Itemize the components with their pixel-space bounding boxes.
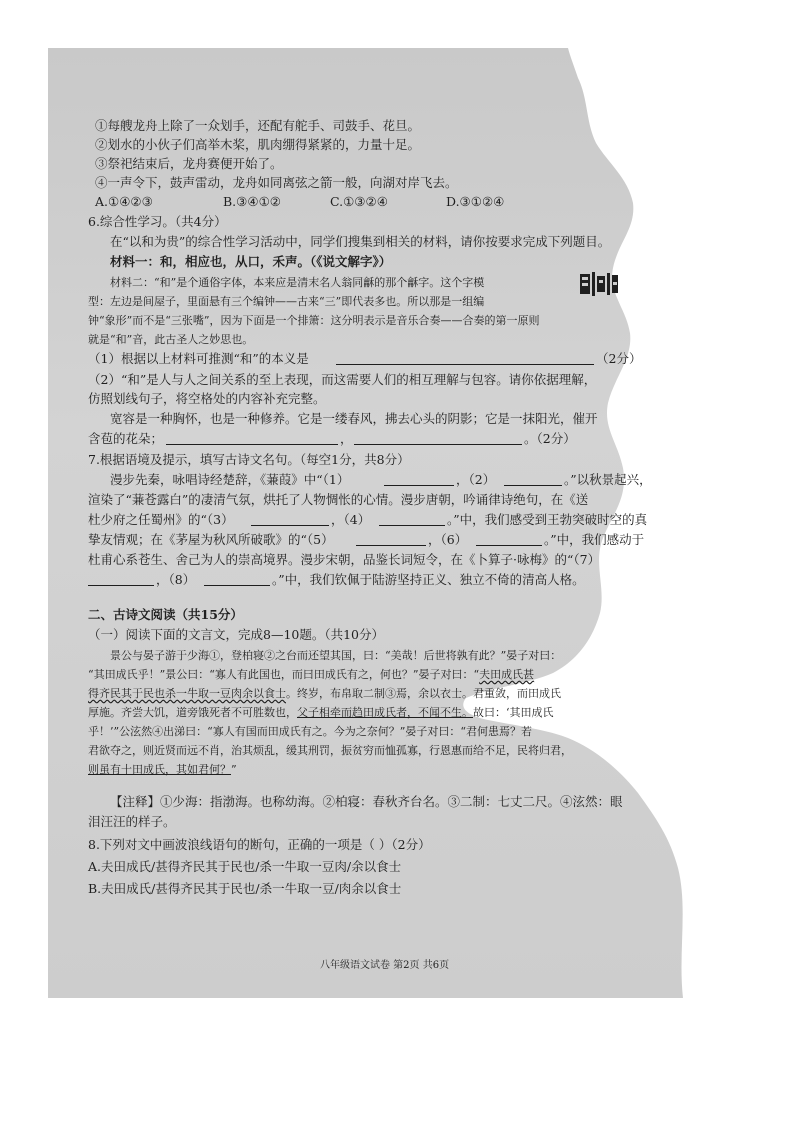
q7-line-1a: 漫步先秦，咏唱诗经楚辞，《蒹葭》中“（1）	[110, 472, 350, 487]
notes-line-2: 泪汪汪的样子。	[88, 814, 176, 829]
q6-material-2-line-4: 就是“和”音，此古圣人之妙思也。	[88, 333, 254, 346]
section-2-title: 二、古诗文阅读（共15分）	[88, 607, 243, 622]
q6-sub2-line-1: （2）“和”是人与人之间关系的至上表现，而这需要人们的相互理解与包容。请你依据理解，	[88, 372, 597, 387]
section-2-subtitle: （一）阅读下面的文言文，完成8—10题。（共10分）	[88, 627, 385, 642]
q5-sentence-1: ①每艘龙舟上除了一众划手，还配有舵手、司鼓手、花旦。	[95, 118, 421, 133]
passage-line-6: 君欲夺之，则近贤而远不肖，治其烦乱，缓其刑罚，振贫穷而恤孤寡，行恩惠而给不足，民将归君，	[88, 744, 572, 757]
q6-title: 6.综合性学习。（共4分）	[88, 214, 227, 229]
q7-blank-4[interactable]	[379, 525, 445, 526]
notes-line-1: 【注释】①少海：指渤海。也称幼海。②柏寝：春秋齐台名。③二制：七丈二尺。④泫然：眼	[110, 794, 623, 809]
q6-intro: 在“以和为贵”的综合性学习活动中，同学们搜集到相关的材料，请你按要求完成下列题目。	[110, 234, 611, 249]
exam-page	[48, 48, 746, 998]
q8-option-a: A.夫田成氏/甚得齐民其于民也/杀一牛取一豆肉/余以食士	[88, 859, 402, 874]
q6-sub2-line-3: 宽容是一种胸怀，也是一种修养。它是一缕春风，拂去心头的阴影；它是一抹阳光，催开	[110, 411, 598, 426]
q6-sub1: （1）根据以上材料可推测“和”的本义是	[88, 351, 309, 366]
q7-line-4a: 挚友情观；在《茅屋为秋风所破歌》的“（5）	[88, 532, 334, 547]
q6-sub1-answer-blank[interactable]	[336, 364, 594, 365]
q5-option-b: B.③④①②	[223, 194, 281, 209]
passage-line-7: 则虽有十田成氏，其如君何？”	[88, 763, 237, 776]
q7-line-4b: ，（6）	[428, 532, 468, 547]
q7-line-3a: 杜少府之任蜀州》的“（3）	[88, 512, 234, 527]
q6-material-2-line-1: 材料二：“和”是个通俗字体，本来应是清末名人翁同龢的那个龢字。这个字模	[110, 276, 485, 289]
q7-line-5: 杜甫心系苍生、舍己为人的崇高境界。漫步宋朝，品鉴长词短令，在《卜算子·咏梅》的“（7）	[88, 552, 601, 567]
q7-blank-5[interactable]	[356, 545, 426, 546]
underlined-text: 父子相牵而趋田成氏者，不闻不生。	[297, 706, 473, 719]
q7-line-3c: 。”中，我们感受到王勃突破时空的真	[447, 512, 648, 527]
q7-line-1b: ，（2）	[456, 472, 496, 487]
q6-sub2-line-2: 仿照划线句子，将空格处的内容补充完整。	[88, 391, 326, 406]
q5-option-d: D.③①②④	[446, 194, 505, 209]
page-content	[48, 48, 746, 998]
q6-sub2-score: 。（2分）	[524, 431, 576, 446]
q5-sentence-3: ③祭祀结束后，龙舟赛便开始了。	[95, 156, 283, 171]
q5-option-c: C.①③②④	[330, 194, 388, 209]
q7-blank-6[interactable]	[476, 545, 542, 546]
wavy-underlined-text: 夫田成氏甚	[479, 668, 535, 681]
passage-line-2: “其田成氏乎！”景公曰：“寡人有此国也，而曰田成氏有之，何也？”晏子对曰：“夫田成氏甚	[88, 668, 535, 681]
q5-option-a: A.①④②③	[95, 194, 153, 209]
q6-sub2-line-4-start: 含苞的花朵；	[88, 431, 164, 446]
q7-line-1c: 。”以秋景起兴，	[564, 472, 652, 487]
passage-line-4: 厚施。齐尝大饥，道旁饿死者不可胜数也，父子相牵而趋田成氏者，不闻不生。故曰：‘其田成氏	[88, 706, 554, 719]
q6-material-1: 材料一：和，相应也，从口，禾声。（《说文解字》）	[110, 254, 392, 269]
q7-line-6b: 。”中，我们钦佩于陆游坚持正义、独立不倚的清高人格。	[272, 572, 585, 587]
passage-line-1: 景公与晏子游于少海①，登柏寝②之台而还望其国，曰：“美哉！后世将孰有此？”晏子对曰：	[110, 649, 562, 662]
q7-line-4c: 。”中，我们感动于	[544, 532, 645, 547]
q5-sentence-2: ②划水的小伙子们高举木桨，肌肉绷得紧紧的，力量十足。	[95, 137, 421, 152]
q6-sub2-blank-2[interactable]	[354, 444, 522, 445]
q7-title: 7.根据语境及提示，填写古诗文名句。（每空1分，共8分）	[88, 452, 410, 467]
q7-line-2: 渲染了“蒹苍露白”的凄清气氛，烘托了人物惆怅的心情。漫步唐朝，吟诵律诗绝句，在《送	[88, 492, 589, 507]
q7-blank-1[interactable]	[384, 485, 454, 486]
q7-line-3b: ，（4）	[331, 512, 371, 527]
he-seal-glyph-image	[578, 270, 620, 298]
passage-line-3: 得齐民其于民也杀一牛取一豆肉余以食士。终岁，布帛取二制③焉，余以衣士。君重敛，而田成氏	[88, 687, 561, 700]
q6-material-2-line-2: 型：左边是间屋子，里面悬有三个编钟——古来“三”即代表多也。所以那是一组编	[88, 295, 485, 308]
wavy-underlined-text: 得齐民其于民也杀一牛取一豆肉余以食士	[88, 687, 286, 700]
q6-sub1-score: （2分）	[596, 351, 642, 366]
q7-blank-7[interactable]	[88, 585, 154, 586]
page-footer: 八年级语文试卷 第2页 共6页	[320, 960, 450, 971]
q6-material-2-line-3: 钟“象形”而不是“三张嘴”，因为下面是一个排箫：这分明表示是音乐合奏——合奏的第一原则	[88, 314, 540, 327]
q5-sentence-4: ④一声令下，鼓声雷动，龙舟如同离弦之箭一般，向湖对岸飞去。	[95, 175, 458, 190]
passage-line-5: 乎！’”公泫然④出涕曰：“寡人有国而田成氏有之。今为之奈何？”晏子对曰：“君何患焉？若	[88, 725, 532, 738]
underlined-text: 则虽有十田成氏，其如君何？	[88, 763, 231, 776]
q8-stem: 8.下列对文中画波浪线语句的断句，正确的一项是（ ）（2分）	[88, 837, 431, 852]
q6-sub2-comma: ，	[340, 431, 353, 446]
q7-blank-3[interactable]	[251, 525, 329, 526]
q8-option-b: B.夫田成氏/甚得齐民其于民也/杀一牛取一豆/肉余以食士	[88, 881, 402, 896]
q6-sub2-blank-1[interactable]	[166, 444, 338, 445]
q7-blank-2[interactable]	[504, 485, 562, 486]
q7-blank-8[interactable]	[204, 585, 270, 586]
q7-line-6a: ，（8）	[156, 572, 196, 587]
